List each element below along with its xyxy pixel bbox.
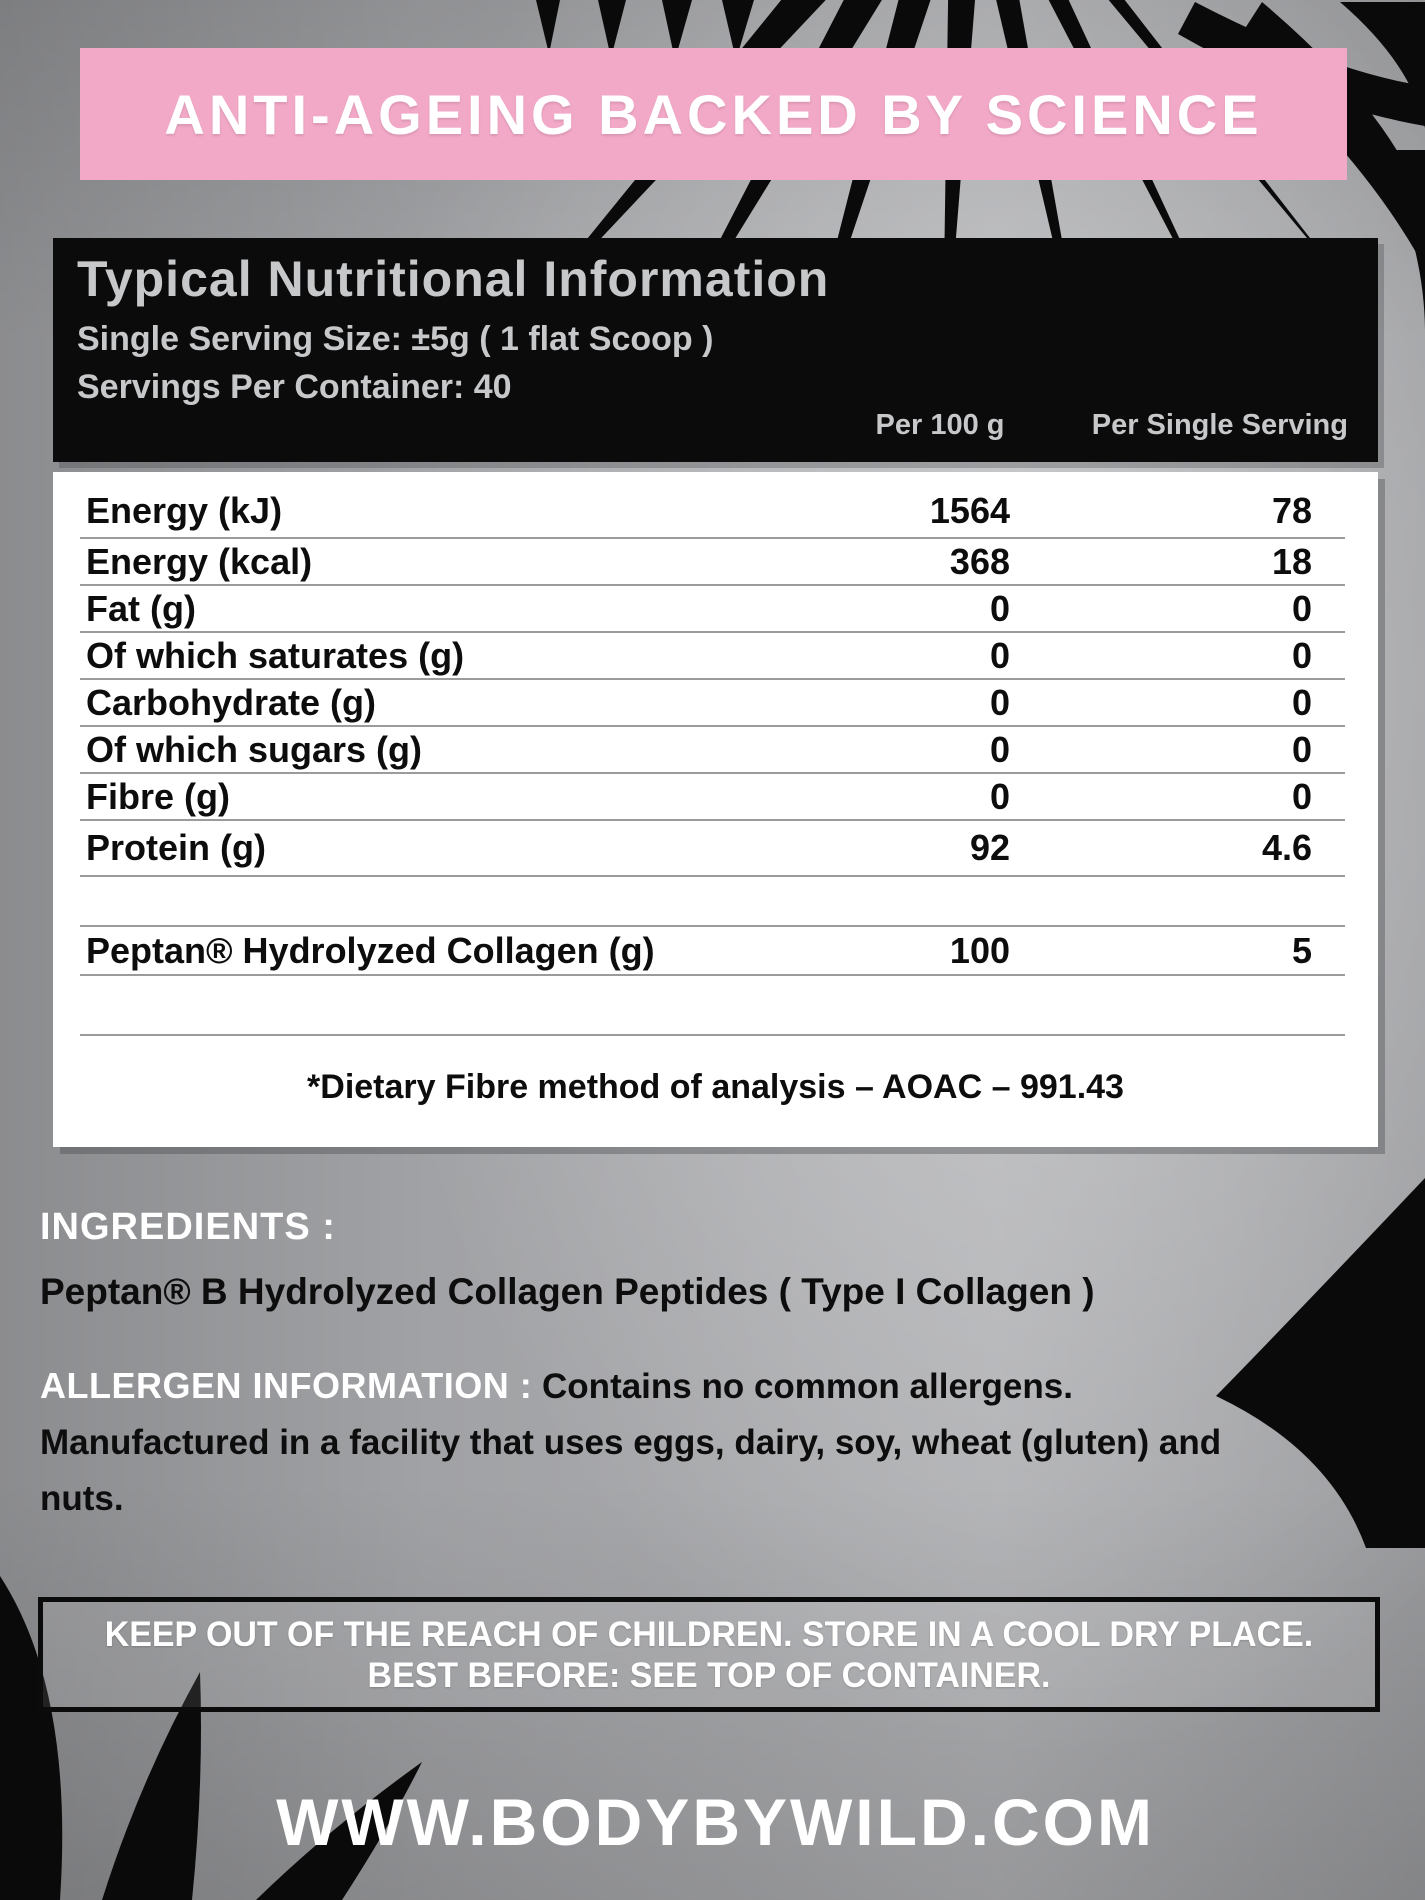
row-label: Of which sugars (g) xyxy=(86,728,423,770)
row-label: Peptan® Hydrolyzed Collagen (g) xyxy=(86,929,655,971)
row-label: Protein (g) xyxy=(86,827,266,868)
row-value-per-100g: 0 xyxy=(989,775,1010,817)
row-value-per-serving: 18 xyxy=(1271,540,1312,582)
row-value-per-100g: 1564 xyxy=(929,489,1010,531)
storage-warning-line1: KEEP OUT OF THE REACH OF CHILDREN. STORE IN A COOL DRY PLACE. xyxy=(104,1614,1314,1654)
allergen-section xyxy=(40,1358,1250,1527)
allergen-text: Contains no common allergens. Manufactured in a facility that uses eggs, dairy, soy, wheat (gluten) and nuts. xyxy=(40,1367,1222,1518)
table-row-protein xyxy=(80,821,1345,877)
column-header-per-serving: Per Single Serving xyxy=(1091,409,1348,441)
row-value-per-serving: 0 xyxy=(1291,587,1312,629)
website-url: WWW.BODYBYWILD.COM xyxy=(276,1785,1155,1859)
ingredients-text: Peptan® B Hydrolyzed Collagen Peptides ( Type I Collagen ) xyxy=(40,1271,1095,1312)
table-row-fibre xyxy=(80,774,1345,821)
column-header-per-100g: Per 100 g xyxy=(875,409,1005,441)
nutrition-table-panel xyxy=(53,472,1378,1147)
promo-banner-text: ANTI-AGEING BACKED BY SCIENCE xyxy=(164,82,1263,146)
row-value-per-serving: 0 xyxy=(1291,728,1312,770)
row-value-per-100g: 0 xyxy=(989,587,1010,629)
table-row-fat xyxy=(80,586,1345,633)
row-value-per-100g: 92 xyxy=(969,827,1010,868)
row-value-per-serving: 78 xyxy=(1271,489,1312,531)
row-value-per-100g: 368 xyxy=(949,540,1010,582)
allergen-heading: ALLERGEN INFORMATION : xyxy=(40,1365,533,1406)
table-row-peptan-collagen xyxy=(80,927,1345,976)
row-label: Energy (kcal) xyxy=(86,540,313,582)
row-label: Fat (g) xyxy=(86,587,196,629)
servings-per-container-line: Servings Per Container: 40 xyxy=(77,368,512,406)
row-value-per-serving: 0 xyxy=(1291,681,1312,723)
nutrition-header xyxy=(53,238,1378,462)
ingredients-section xyxy=(40,1206,1290,1313)
row-label: Fibre (g) xyxy=(86,775,230,817)
table-divider xyxy=(80,877,1345,927)
table-divider xyxy=(80,976,1345,1036)
row-label: Energy (kJ) xyxy=(86,489,283,531)
row-value-per-serving: 0 xyxy=(1291,634,1312,676)
storage-warning-box xyxy=(38,1597,1380,1712)
table-row-energy-kcal xyxy=(80,539,1345,586)
row-value-per-serving: 4.6 xyxy=(1261,827,1312,868)
storage-warning-line2: BEST BEFORE: SEE TOP OF CONTAINER. xyxy=(367,1655,1051,1695)
row-value-per-100g: 0 xyxy=(989,728,1010,770)
serving-size-line: Single Serving Size: ±5g ( 1 flat Scoop ) xyxy=(77,320,714,358)
row-label: Of which saturates (g) xyxy=(86,634,465,676)
row-value-per-100g: 0 xyxy=(989,681,1010,723)
row-label: Carbohydrate (g) xyxy=(86,681,377,723)
table-row-sugars xyxy=(80,727,1345,774)
table-row-saturates xyxy=(80,633,1345,680)
nutrition-title: Typical Nutritional Information xyxy=(77,251,830,307)
row-value-per-serving: 5 xyxy=(1291,929,1312,971)
ingredients-heading: INGREDIENTS : xyxy=(40,1206,336,1248)
promo-banner xyxy=(80,48,1347,180)
row-value-per-100g: 100 xyxy=(949,929,1010,971)
row-value-per-serving: 0 xyxy=(1291,775,1312,817)
table-row-carbohydrate xyxy=(80,680,1345,727)
dietary-fibre-footnote: *Dietary Fibre method of analysis – AOAC – 991.43 xyxy=(307,1068,1124,1106)
table-row-energy-kj xyxy=(80,484,1345,539)
row-value-per-100g: 0 xyxy=(989,634,1010,676)
